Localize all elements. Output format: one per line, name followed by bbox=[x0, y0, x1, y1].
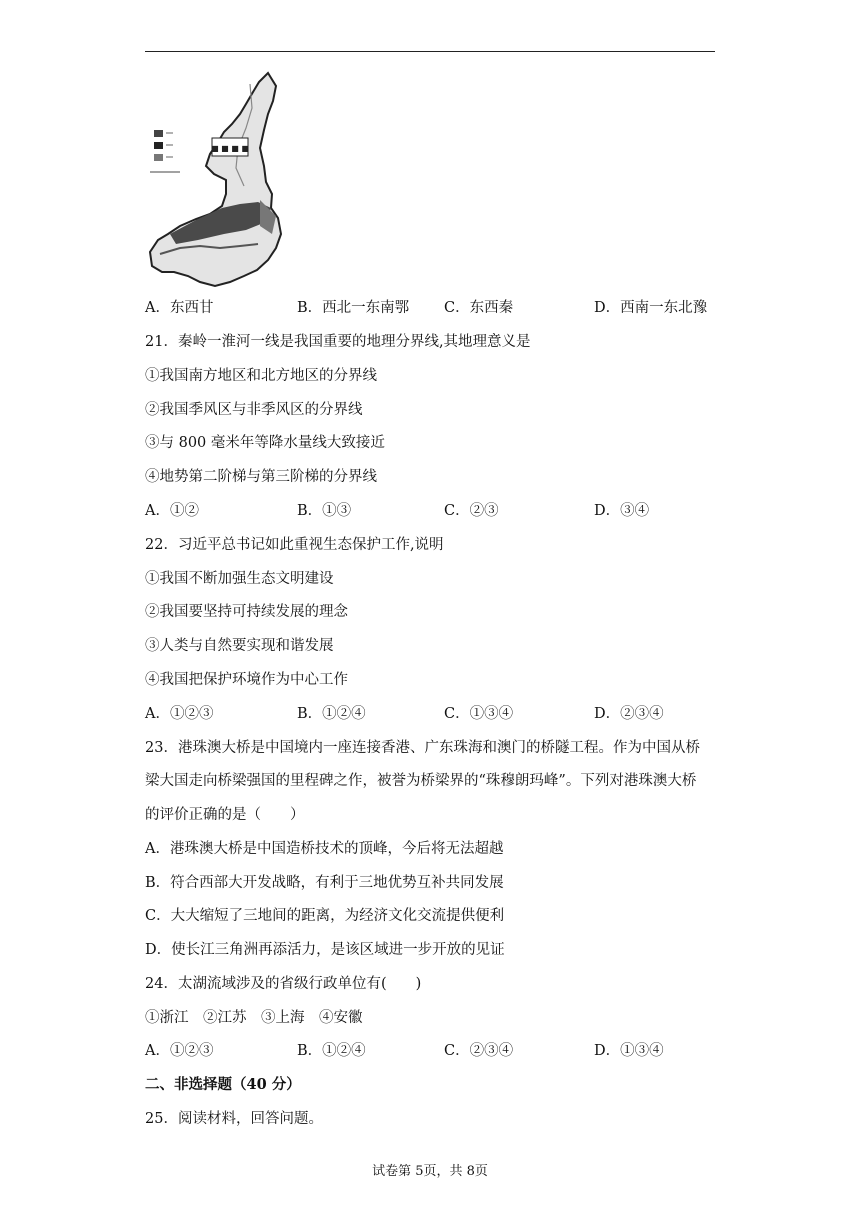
q23-stem-line-3: 的评价正确的是（ ） bbox=[145, 807, 305, 823]
q22-option-b: B．①②④ bbox=[297, 706, 366, 722]
q23-stem-line-2: 梁大国走向桥梁强国的里程碑之作，被誉为桥梁界的“珠穆朗玛峰”。下列对港珠澳大桥 bbox=[145, 773, 697, 789]
q20-option-d: D．西南一东北豫 bbox=[594, 300, 708, 316]
q21-item-1: ①我国南方地区和北方地区的分界线 bbox=[145, 368, 377, 384]
q20-option-b: B．西北一东南鄂 bbox=[297, 300, 410, 316]
q24-items: ①浙江 ②江苏 ③上海 ④安徽 bbox=[145, 1010, 363, 1026]
q21-option-a: A．①② bbox=[145, 503, 199, 519]
map-legend bbox=[150, 130, 180, 172]
q22-item-3: ③人类与自然要实现和谐发展 bbox=[145, 638, 334, 654]
q23-option-c: C．大大缩短了三地间的距离，为经济文化交流提供便利 bbox=[145, 908, 505, 924]
q23-option-d: D．使长江三角洲再添活力，是该区域进一步开放的见证 bbox=[145, 942, 505, 958]
q22-stem: 22．习近平总书记如此重视生态保护工作,说明 bbox=[145, 537, 444, 553]
q24-option-a: A．①②③ bbox=[145, 1043, 214, 1059]
q21-stem: 21．秦岭一淮河一线是我国重要的地理分界线,其地理意义是 bbox=[145, 334, 531, 350]
q25-stem: 25．阅读材料，回答问题。 bbox=[145, 1111, 323, 1127]
province-outline bbox=[150, 73, 281, 286]
q22-item-2: ②我国要坚持可持续发展的理念 bbox=[145, 604, 348, 620]
q24-option-b: B．①②④ bbox=[297, 1043, 366, 1059]
section-heading-non-choice: 二、非选择题（40 分） bbox=[145, 1076, 301, 1093]
page-footer: 试卷第 5页，共 8页 bbox=[372, 1164, 488, 1179]
q24-option-c: C．②③④ bbox=[444, 1043, 514, 1059]
q24-stem: 24．太湖流域涉及的省级行政单位有( ) bbox=[145, 976, 422, 992]
q23-option-b: B．符合西部大开发战略，有利于三地优势互补共同发展 bbox=[145, 875, 504, 891]
q22-option-d: D．②③④ bbox=[594, 706, 664, 722]
q21-item-3: ③与 800 毫米年等降水量线大致接近 bbox=[145, 435, 385, 451]
q22-option-c: C．①③④ bbox=[444, 706, 514, 722]
header-rule bbox=[145, 51, 715, 52]
q21-option-d: D．③④ bbox=[594, 503, 650, 519]
q20-option-a: A．东西甘 bbox=[145, 300, 214, 316]
q21-option-b: B．①③ bbox=[297, 503, 352, 519]
q22-item-4: ④我国把保护环境作为中心工作 bbox=[145, 672, 348, 688]
q22-item-1: ①我国不断加强生态文明建设 bbox=[145, 571, 334, 587]
svg-text:■ ■ ■ ■: ■ ■ ■ ■ bbox=[211, 144, 249, 153]
q21-option-c: C．②③ bbox=[444, 503, 499, 519]
shaanxi-map-figure bbox=[140, 68, 290, 290]
q22-option-a: A．①②③ bbox=[145, 706, 214, 722]
q21-item-2: ②我国季风区与非季风区的分界线 bbox=[145, 402, 363, 418]
q24-option-d: D．①③④ bbox=[594, 1043, 664, 1059]
q21-item-4: ④地势第二阶梯与第三阶梯的分界线 bbox=[145, 469, 377, 485]
q23-stem-line-1: 23．港珠澳大桥是中国境内一座连接香港、广东珠海和澳门的桥隧工程。作为中国从桥 bbox=[145, 740, 700, 756]
q23-option-a: A．港珠澳大桥是中国造桥技术的顶峰，今后将无法超越 bbox=[145, 841, 504, 857]
q20-option-c: C．东西秦 bbox=[444, 300, 514, 316]
